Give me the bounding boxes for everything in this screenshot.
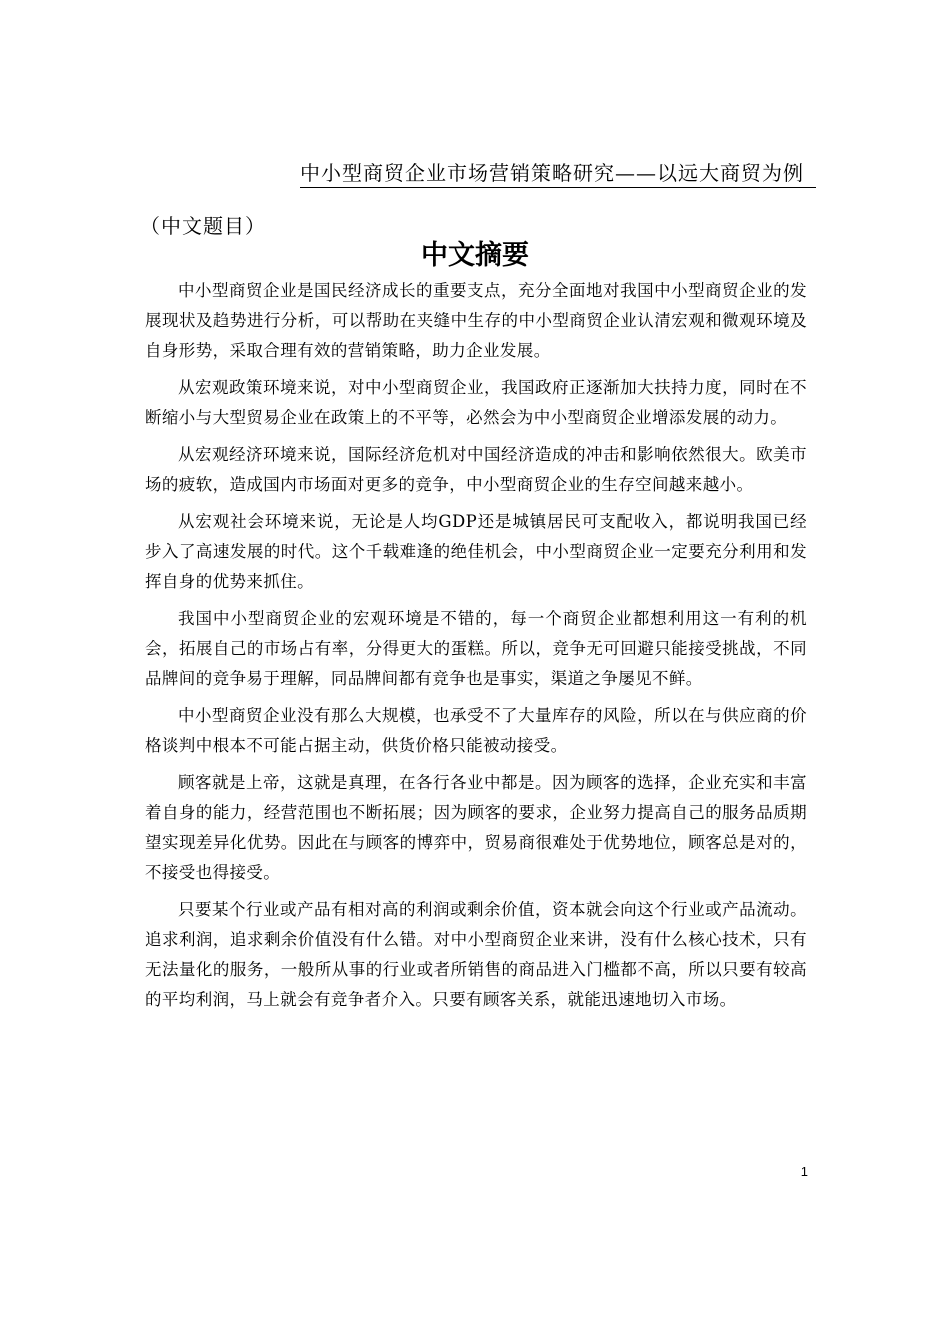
abstract-body: [145, 276, 807, 1022]
abstract-paragraph-4: 从宏观社会环境来说，无论是人均GDP还是城镇居民可支配收入，都说明我国已经步入了高速发展的时代。这个千载难逢的绝佳机会，中小型商贸企业一定要充分利用和发挥自身的优势来抓住。: [145, 512, 807, 591]
abstract-paragraph-2: 从宏观政策环境来说，对中小型商贸企业，我国政府正逐渐加大扶持力度，同时在不断缩小与大型贸易企业在政策上的不平等，必然会为中小型商贸企业增添发展的动力。: [145, 378, 807, 427]
title-block: [140, 160, 820, 240]
abstract-paragraph-3: 从宏观经济环境来说，国际经济危机对中国经济造成的冲击和影响依然很大。欧美市场的疲软，造成国内市场面对更多的竞争，中小型商贸企业的生存空间越来越小。: [145, 445, 807, 494]
page-number: 1: [800, 1164, 808, 1179]
abstract-paragraph-1: 中小型商贸企业是国民经济成长的重要支点，充分全面地对我国中小型商贸企业的发展现状及趋势进行分析，可以帮助在夹缝中生存的中小型商贸企业认清宏观和微观环境及自身形势，采取合理有效的营销策略，助力企业发展。: [145, 281, 807, 360]
abstract-heading: 中文摘要: [421, 240, 529, 271]
abstract-paragraph-7: 顾客就是上帝，这就是真理，在各行各业中都是。因为顾客的选择，企业充实和丰富着自身的能力，经营范围也不断拓展；因为顾客的要求，企业努力提高自己的服务品质期望实现差异化优势。因此在与顾客的博弈中，贸易商很难处于优势地位，顾客总是对的，不接受也得接受。: [145, 773, 807, 882]
title-label: （中文题目）: [140, 214, 266, 238]
abstract-paragraph-6: 中小型商贸企业没有那么大规模，也承受不了大量库存的风险，所以在与供应商的价格谈判中根本不可能占据主动，供货价格只能被动接受。: [145, 706, 807, 755]
document-title: 中小型商贸企业市场营销策略研究——以远大商贸为例: [300, 160, 816, 188]
abstract-paragraph-8: 只要某个行业或产品有相对高的利润或剩余价值，资本就会向这个行业或产品流动。追求利润，追求剩余价值没有什么错。对中小型商贸企业来讲，没有什么核心技术，只有无法量化的服务，一般所从事的行业或者所销售的商品进入门槛都不高，所以只要有较高的平均利润，马上就会有竞争者介入。只要有顾客关系，就能迅速地切入市场。: [145, 900, 807, 1009]
abstract-paragraph-5: 我国中小型商贸企业的宏观环境是不错的，每一个商贸企业都想利用这一有利的机会，拓展自己的市场占有率，分得更大的蛋糕。所以，竞争无可回避只能接受挑战，不同品牌间的竞争易于理解，同品牌间都有竞争也是事实，渠道之争屡见不鲜。: [145, 609, 807, 688]
